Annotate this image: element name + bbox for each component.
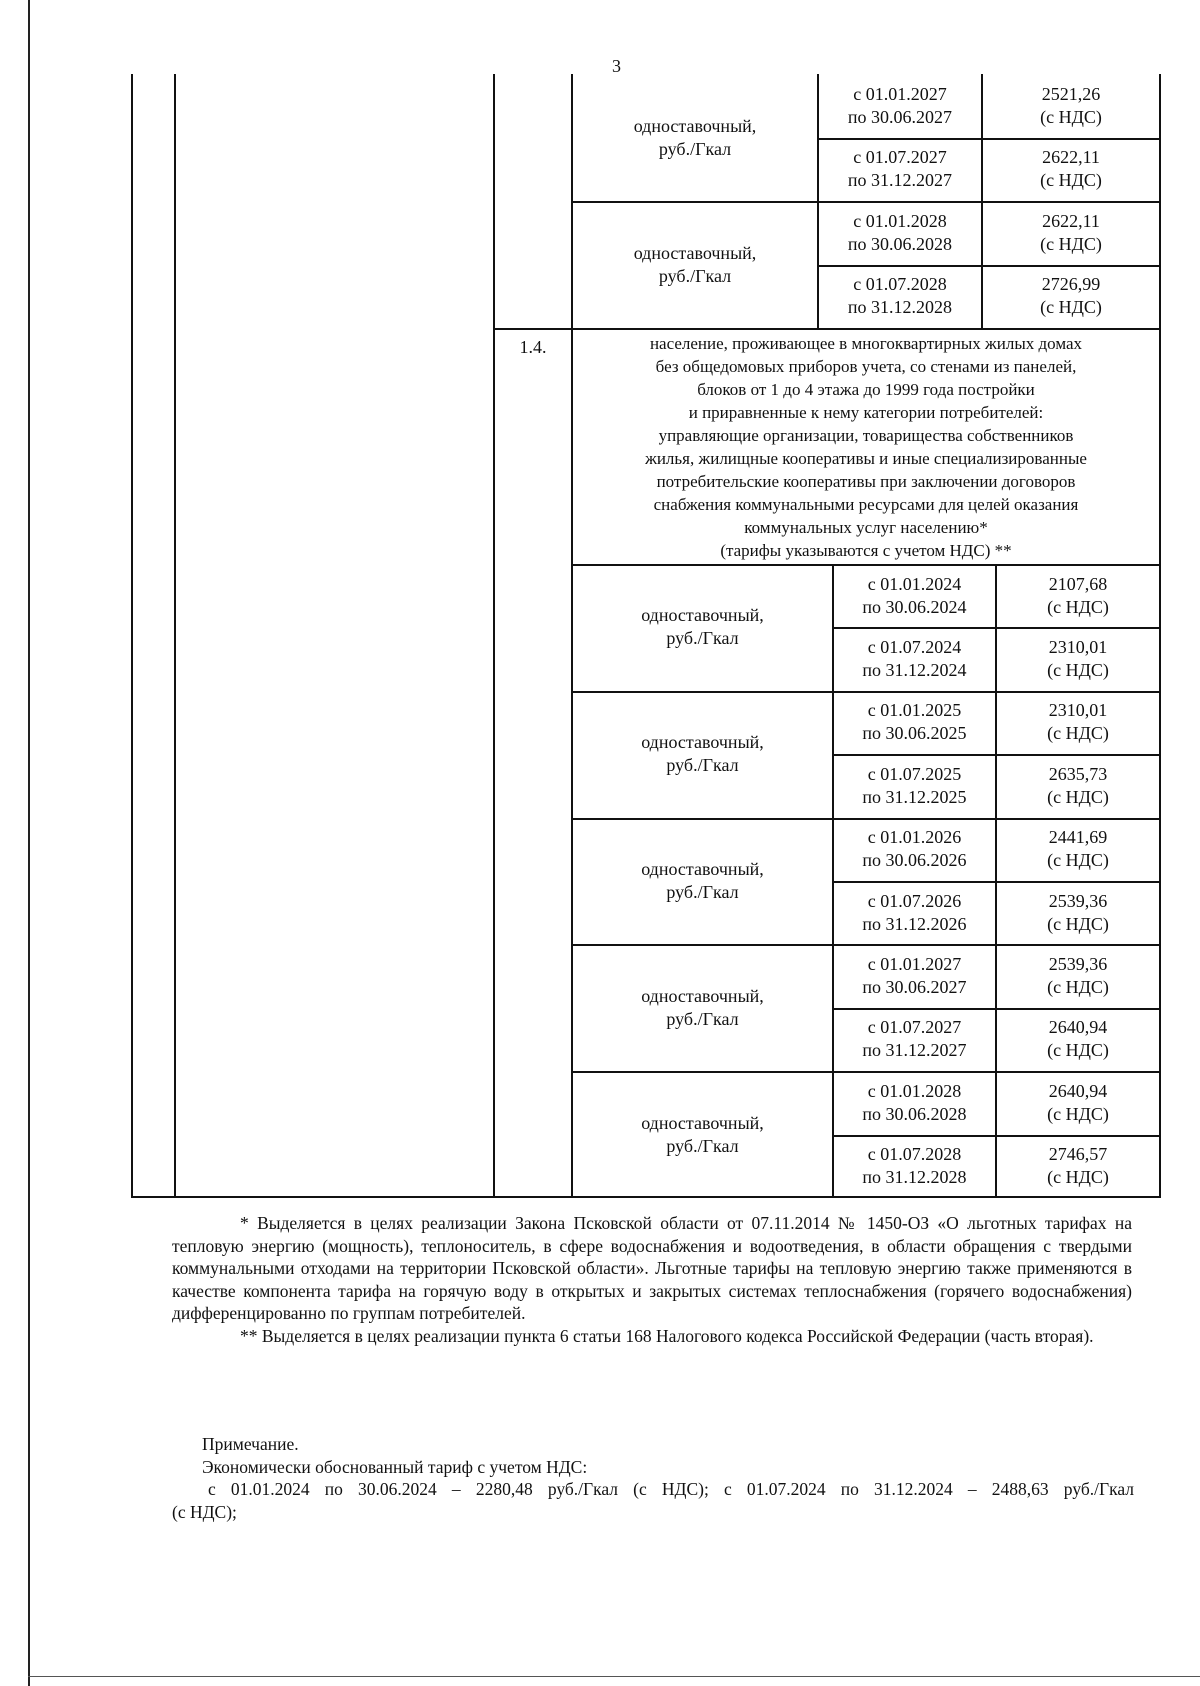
tariff-type-cell-line: руб./Гкал bbox=[666, 1008, 739, 1029]
tariff-value-cell-line: (с НДС) bbox=[1040, 233, 1102, 254]
table-border-left bbox=[131, 74, 133, 1198]
tariff-value-cell-line: 2310,01 bbox=[1048, 700, 1108, 721]
tariff-value-cell-line: 2622,11 bbox=[1042, 210, 1100, 231]
period-cell-line: по 30.06.2025 bbox=[862, 723, 967, 744]
table-col-line-5-upper bbox=[981, 201, 983, 328]
tariff-value-cell-line: (с НДС) bbox=[1047, 660, 1109, 681]
scan-edge-bottom bbox=[28, 1676, 1200, 1677]
table-col-line-2 bbox=[493, 74, 495, 1198]
consumer-category-description-line: снабжения коммунальными ресурсами для целей оказания bbox=[653, 495, 1079, 514]
table-col-line-1 bbox=[174, 74, 176, 1198]
tariff-value-cell-line: 2310,01 bbox=[1048, 637, 1108, 658]
period-cell bbox=[834, 1008, 995, 1071]
tariff-type-cell-line: руб./Гкал bbox=[658, 265, 732, 286]
period-cell bbox=[834, 1071, 995, 1134]
tariff-type-cell bbox=[573, 1071, 832, 1198]
period-cell bbox=[819, 74, 981, 138]
group-divider bbox=[571, 201, 1161, 203]
tariff-value-cell-line: 2539,36 bbox=[1048, 890, 1108, 911]
footnote-star-2: ** Выделяется в целях реализации пункта 6 статьи 168 Налогового кодекса Российской Федерации (часть вторая). bbox=[240, 1325, 1094, 1346]
tariff-value-cell bbox=[997, 944, 1159, 1007]
tariff-type-cell bbox=[573, 691, 832, 818]
tariff-value-cell-line: (с НДС) bbox=[1047, 723, 1109, 744]
tariff-value-cell-line: (с НДС) bbox=[1040, 106, 1102, 127]
tariff-value-cell-line: (с НДС) bbox=[1047, 850, 1109, 871]
table-col-line-4-lower bbox=[832, 818, 834, 945]
period-cell bbox=[819, 201, 981, 265]
tariff-value-cell bbox=[997, 691, 1159, 754]
page-number: 3 bbox=[612, 56, 621, 76]
tariff-type-cell-line: одноставочный, bbox=[633, 115, 757, 136]
table-border-right-upper bbox=[1159, 74, 1161, 1198]
tariff-value-cell bbox=[997, 564, 1159, 627]
row-number-1-4-line: 1.4. bbox=[519, 336, 547, 357]
tariff-type-cell bbox=[573, 818, 832, 945]
group-divider bbox=[571, 944, 1161, 946]
tariff-value-cell-line: (с НДС) bbox=[1047, 913, 1109, 934]
tariff-value-cell-line: (с НДС) bbox=[1047, 977, 1109, 998]
tariff-type-cell-line: одноставочный, bbox=[641, 732, 764, 753]
period-cell-line: с 01.07.2026 bbox=[867, 890, 962, 911]
tariff-value-cell bbox=[997, 818, 1159, 881]
group-divider bbox=[571, 1071, 1161, 1073]
note-line-1: с 01.01.2024 по 30.06.2024 – 2280,48 руб./Гкал (с НДС); с 01.07.2024 по 31.12.2024 – 2488,63 руб./Гкал bbox=[208, 1479, 1134, 1499]
consumer-category-description-line: коммунальных услуг населению* bbox=[744, 518, 988, 537]
period-cell-line: по 30.06.2027 bbox=[847, 106, 953, 127]
period-cell bbox=[834, 754, 995, 817]
tariff-value-cell bbox=[997, 881, 1159, 944]
tariff-value-cell bbox=[983, 201, 1159, 265]
tariff-value-cell-line: (с НДС) bbox=[1047, 1103, 1109, 1124]
consumer-category-description-line: и приравненные к нему категории потребителей: bbox=[688, 403, 1044, 422]
tariff-value-cell bbox=[997, 1135, 1159, 1198]
tariff-value-cell bbox=[997, 1008, 1159, 1071]
tariff-value-cell-line: 2640,94 bbox=[1048, 1080, 1108, 1101]
consumer-category-description-line: жилья, жилищные кооперативы и иные специализированные bbox=[645, 449, 1087, 468]
tariff-value-cell-line: (с НДС) bbox=[1040, 297, 1102, 318]
tariff-type-cell-line: руб./Гкал bbox=[666, 881, 739, 902]
period-cell bbox=[834, 691, 995, 754]
period-cell bbox=[834, 818, 995, 881]
period-cell-line: по 31.12.2027 bbox=[862, 1040, 967, 1061]
tariff-type-cell bbox=[573, 74, 817, 201]
tariff-type-cell-line: одноставочный, bbox=[641, 858, 764, 879]
period-divider bbox=[817, 265, 1161, 267]
table-col-line-5-upper bbox=[981, 74, 983, 201]
period-cell-line: с 01.01.2027 bbox=[853, 83, 947, 104]
period-cell bbox=[834, 564, 995, 627]
consumer-category-description-line: население, проживающее в многоквартирных жилых домах bbox=[649, 334, 1083, 353]
period-cell-line: с 01.01.2028 bbox=[853, 210, 947, 231]
tariff-type-cell bbox=[573, 564, 832, 691]
note-line-2: (с НДС); bbox=[172, 1501, 237, 1522]
tariff-type-cell-line: одноставочный, bbox=[633, 242, 757, 263]
period-cell-line: с 01.01.2026 bbox=[867, 827, 962, 848]
note-block bbox=[172, 1433, 1134, 1523]
consumer-category-description-line: потребительские кооперативы при заключении договоров bbox=[656, 472, 1076, 491]
group-divider bbox=[571, 818, 1161, 820]
table-col-line-4-upper bbox=[817, 201, 819, 328]
period-cell-line: по 31.12.2025 bbox=[862, 786, 967, 807]
tariff-value-cell-line: 2107,68 bbox=[1048, 573, 1108, 594]
period-cell-line: с 01.07.2025 bbox=[867, 763, 962, 784]
period-cell-line: по 30.06.2024 bbox=[862, 596, 967, 617]
tariff-value-cell-line: 2640,94 bbox=[1048, 1017, 1108, 1038]
period-cell-line: по 31.12.2024 bbox=[862, 660, 967, 681]
period-cell-line: по 31.12.2027 bbox=[847, 170, 953, 191]
table-col-line-5-lower bbox=[995, 564, 997, 691]
period-cell bbox=[834, 881, 995, 944]
period-cell bbox=[819, 138, 981, 202]
period-cell bbox=[834, 1135, 995, 1198]
tariff-value-cell bbox=[983, 74, 1159, 138]
footnote-star-1: * Выделяется в целях реализации Закона Псковской области от 07.11.2014 № 1450-ОЗ «О льготных тарифах на тепловую энергию (мощность), теплоноситель, в сфере водоснабжения и водоотведения, в области обращения с твердыми коммунальными отходами на территории Псковской области». Льготные тарифы на тепловую энергию также применяются в качестве компонента тарифа на горячую воду в открытых и закрытых системах теплоснабжения (горячего водоснабжения) дифференцированно по группам потребителей. bbox=[172, 1213, 1132, 1323]
table-col-line-4-upper bbox=[817, 74, 819, 201]
tariff-value-cell-line: (с НДС) bbox=[1047, 1167, 1109, 1188]
note-title: Примечание. bbox=[202, 1434, 299, 1454]
period-cell-line: с 01.07.2028 bbox=[853, 274, 947, 295]
period-cell-line: с 01.01.2025 bbox=[867, 700, 962, 721]
group-divider bbox=[571, 691, 1161, 693]
scan-edge-left bbox=[28, 0, 30, 1686]
period-cell-line: по 30.06.2028 bbox=[862, 1103, 967, 1124]
tariff-type-cell-line: руб./Гкал bbox=[666, 1135, 739, 1156]
period-cell-line: по 31.12.2026 bbox=[862, 913, 967, 934]
tariff-type-cell-line: руб./Гкал bbox=[666, 628, 739, 649]
consumer-category-description bbox=[573, 330, 1159, 564]
table-col-line-5-lower bbox=[995, 691, 997, 818]
consumer-category-description-line: без общедомовых приборов учета, со стенами из панелей, bbox=[655, 357, 1077, 376]
table-col-line-4-lower bbox=[832, 691, 834, 818]
period-cell-line: с 01.07.2027 bbox=[867, 1017, 962, 1038]
table-col-line-4-lower bbox=[832, 944, 834, 1071]
tariff-value-cell bbox=[997, 1071, 1159, 1134]
tariff-type-cell bbox=[573, 201, 817, 328]
period-cell-line: по 31.12.2028 bbox=[847, 297, 953, 318]
tariff-value-cell-line: 2521,26 bbox=[1041, 83, 1101, 104]
table-col-line-5-lower bbox=[995, 944, 997, 1071]
table-col-line-4-lower bbox=[832, 1071, 834, 1198]
period-cell-line: с 01.01.2027 bbox=[867, 954, 962, 975]
table-col-line-5-lower bbox=[995, 1071, 997, 1198]
tariff-type-cell-line: одноставочный, bbox=[641, 605, 764, 626]
tariff-type-cell-line: одноставочный, bbox=[641, 985, 764, 1006]
period-cell bbox=[834, 627, 995, 690]
tariff-value-cell bbox=[997, 754, 1159, 817]
tariff-table bbox=[131, 74, 1161, 1198]
period-cell bbox=[819, 265, 981, 329]
tariff-value-cell bbox=[997, 627, 1159, 690]
tariff-value-cell-line: (с НДС) bbox=[1047, 596, 1109, 617]
period-cell-line: с 01.07.2024 bbox=[867, 637, 962, 658]
period-cell-line: с 01.01.2024 bbox=[867, 573, 962, 594]
note-subtitle: Экономически обоснованный тариф с учетом НДС: bbox=[202, 1456, 588, 1477]
tariff-value-cell-line: 2746,57 bbox=[1048, 1144, 1108, 1165]
period-divider bbox=[817, 138, 1161, 140]
table-col-line-5-lower bbox=[995, 818, 997, 945]
period-cell-line: с 01.07.2028 bbox=[867, 1144, 962, 1165]
row-number-1-4 bbox=[495, 330, 571, 364]
tariff-type-cell-line: одноставочный, bbox=[641, 1112, 764, 1133]
tariff-value-cell-line: 2441,69 bbox=[1048, 827, 1108, 848]
tariff-value-cell bbox=[983, 138, 1159, 202]
period-cell bbox=[834, 944, 995, 1007]
period-cell-line: по 30.06.2027 bbox=[862, 977, 967, 998]
tariff-value-cell-line: (с НДС) bbox=[1047, 786, 1109, 807]
tariff-value-cell-line: (с НДС) bbox=[1040, 170, 1102, 191]
tariff-type-cell-line: руб./Гкал bbox=[666, 755, 739, 776]
consumer-category-description-line: управляющие организации, товарищества собственников bbox=[658, 426, 1074, 445]
tariff-value-cell-line: (с НДС) bbox=[1047, 1040, 1109, 1061]
period-cell-line: по 31.12.2028 bbox=[862, 1167, 967, 1188]
period-cell-line: по 30.06.2028 bbox=[847, 233, 953, 254]
consumer-category-description-line: блоков от 1 до 4 этажа до 1999 года постройки bbox=[697, 380, 1035, 399]
tariff-value-cell-line: 2726,99 bbox=[1041, 274, 1101, 295]
period-cell-line: с 01.01.2028 bbox=[867, 1080, 962, 1101]
footnotes bbox=[172, 1212, 1132, 1347]
tariff-value-cell-line: 2635,73 bbox=[1048, 763, 1108, 784]
tariff-type-cell bbox=[573, 944, 832, 1071]
tariff-value-cell-line: 2539,36 bbox=[1048, 954, 1108, 975]
table-col-line-4-lower bbox=[832, 564, 834, 691]
period-cell-line: с 01.07.2027 bbox=[853, 147, 947, 168]
consumer-category-description-line: (тарифы указываются с учетом НДС) ** bbox=[720, 541, 1012, 560]
tariff-value-cell-line: 2622,11 bbox=[1042, 147, 1100, 168]
period-cell-line: по 30.06.2026 bbox=[862, 850, 967, 871]
tariff-type-cell-line: руб./Гкал bbox=[658, 138, 732, 159]
tariff-value-cell bbox=[983, 265, 1159, 329]
